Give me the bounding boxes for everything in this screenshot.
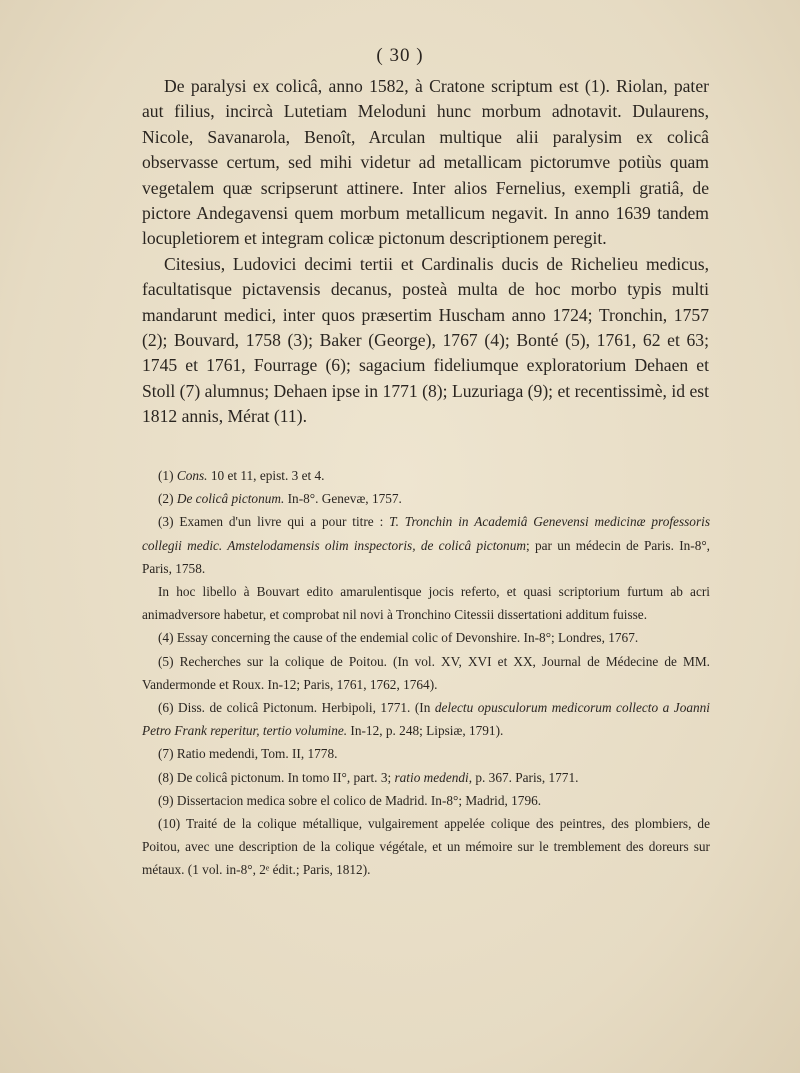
footnote-title: Cons. — [176, 468, 208, 483]
footnote-text: Recherches sur la colique de Poitou. (In vol. XV, XVI et XX, Journal de Médecine de MM. Vandermonde et Roux. In-12; Paris, 1761, 1762, 1764). — [142, 653, 710, 692]
footnote-mark: (2) — [158, 491, 174, 507]
paragraph: De paralysi ex colicâ, anno 1582, à Cratone scriptum est (1). Riolan, pater aut filius, incircà Lutetiam Meloduni hunc morbum adnotavit. Dulaurens, Nicole, Savanarola, Benoît, Arculan multique alii paralysim ex colicâ observasse certum, sed mihi videtur ad metallicam pictorumve potiùs quam vegetalem quæ scripserunt attinere. Inter alios Fernelius, exempli gratiâ, de pictore Andegavensi quem morbum metallicum negavit. In anno 1639 tandem locupletiorem et integram colicæ pictonum descriptionem peregit. — [142, 76, 709, 249]
footnote — [142, 464, 710, 487]
footnote — [142, 650, 710, 696]
footnote-text: Ratio medendi, Tom. II, 1778. — [176, 746, 338, 762]
footnote-mark: (5) — [158, 653, 174, 669]
footnote-mark: (8) — [158, 769, 174, 785]
footnote-title: De colicâ pictonum. — [176, 491, 285, 507]
footnote — [142, 510, 710, 580]
footnote-text: , p. 367. Paris, 1771. — [468, 769, 579, 785]
footnote-lead: De colicâ pictonum. In tomo II°, part. 3; — [176, 769, 395, 785]
footnote-continuation — [142, 580, 710, 626]
footnote-lead: Examen d'un livre qui a pour titre : — [179, 514, 390, 530]
footnote-text: In hoc libello à Bouvart edito amarulentisque jocis referto, et quasi scriptorium furtum ab acri animadversore habetur, et comprobat nil novi à Tronchino Citessii dissertationi additum fuisse. — [142, 584, 710, 623]
footnote-text: Essay concerning the cause of the endemial colic of Devonshire. In-8°; Londres, 1767. — [176, 630, 639, 646]
footnote-text: 10 et 11, epist. 3 et 4. — [207, 468, 325, 483]
footnote — [142, 626, 710, 649]
main-text — [142, 74, 709, 430]
footnote-mark: (1) — [158, 468, 174, 483]
footnote-text: In-8°. Genevæ, 1757. — [284, 491, 402, 507]
footnote-lead: Diss. de colicâ Pictonum. Herbipoli, 1771. (In — [178, 700, 435, 716]
footnote-mark: (4) — [158, 630, 174, 646]
footnote-mark: (7) — [158, 746, 174, 762]
paragraph: Citesius, Ludovici decimi tertii et Cardinalis ducis de Richelieu medicus, facultatisque pictavensis decanus, posteà multa de hoc morbo typis multi mandarunt medici, inter quos præsertim Huscham anno 1724; Tronchin, 1757 (2); Bouvard, 1758 (3); Baker (George), 1767 (4); Bonté (5), 1761, 62 et 63; 1745 et 1761, Fourrage (6); sagacium fideliumque exploratorium Dehaen et Stoll (7) alumnus; Dehaen ipse in 1771 (8); Luzuriaga (9); et recentissimè, id est 1812 annis, Mérat (11). — [142, 253, 709, 427]
footnote-text: ; par un médecin de Paris. In-8°, Paris, 1758. — [142, 537, 710, 576]
footnote — [142, 766, 710, 789]
footnote-text: Traité de la colique métallique, vulgairement appelée colique des peintres, des plombiers, de Poitou, avec une description de la colique végétale, et un mémoire sur le tremblement des doreurs sur métaux. (1 vol. in-8°, 2ᵉ édit.; Paris, 1812). — [142, 816, 710, 878]
footnote-mark: (6) — [158, 700, 174, 716]
footnote-text: In-12, p. 248; Lipsiæ, 1791). — [347, 723, 504, 739]
footnote — [142, 487, 710, 510]
footnote — [142, 742, 710, 765]
footnote-title: delectu opusculorum medicorum collecto a Joanni Petro Frank reperitur, tertio volumine. — [142, 700, 710, 739]
footnote-mark: (3) — [158, 514, 174, 530]
footnote-title: T. Tronchin in Academiâ Genevensi medicinæ professoris collegii medic. Amstelodamensis olim inspectoris, de colicâ pictonum — [142, 514, 710, 553]
footnote-mark: (9) — [158, 792, 174, 808]
footnote-text: Dissertacion medica sobre el colico de Madrid. In-8°; Madrid, 1796. — [176, 792, 542, 808]
footnote — [142, 789, 710, 812]
footnote — [142, 696, 710, 742]
footnote — [142, 812, 710, 882]
footnotes — [142, 464, 710, 882]
footnote-mark: (10) — [158, 816, 181, 832]
page-number: ( 30 ) — [376, 45, 424, 66]
footnote-title: ratio medendi — [394, 769, 469, 785]
